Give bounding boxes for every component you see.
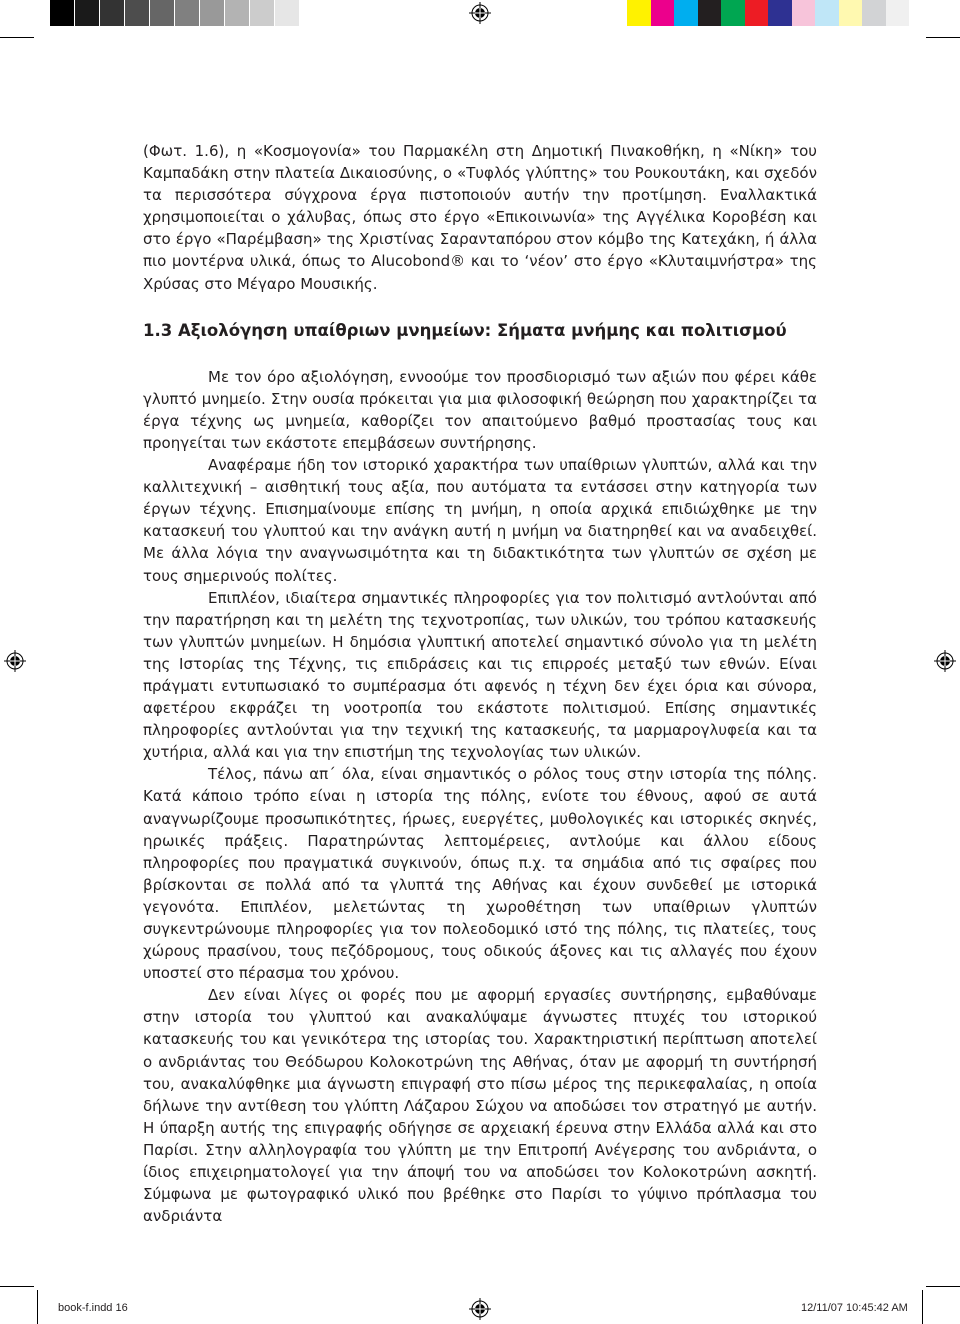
crop-mark xyxy=(0,1286,34,1287)
slug-timestamp: 12/11/07 10:45:42 AM xyxy=(801,1302,908,1314)
color-swatch xyxy=(886,0,910,26)
gray-swatch xyxy=(50,0,75,26)
registration-mark-icon xyxy=(934,650,956,672)
color-swatch xyxy=(698,0,722,26)
gray-swatch xyxy=(175,0,200,26)
crop-mark xyxy=(926,1286,960,1287)
registration-mark-icon xyxy=(469,1298,491,1320)
gray-swatch xyxy=(75,0,100,26)
color-swatch xyxy=(815,0,839,26)
gray-swatch xyxy=(250,0,275,26)
body-paragraph: Επιπλέον, ιδιαίτερα σημαντικές πληροφορίες για τον πολιτισμό αντλούνται από την παρατήρηση και τη μελέτη της τεχνοτροπίας, των υλικών, του τρόπου κατασκευής των γλυπτών μνημείων. Η δημόσια γλυπτική αποτελεί σημαντικό σύνολο για τη μελέτη της Ιστορίας της Τέχνης, τις επιδράσεις και τις επιρροές μεταξύ των εθνών. Είναι πράγματι εντυπωσιακό το συμπέρασμα ότι αφενός η τέχνη δεν έχει όρια και σύνορα, αφετέρου εκφράζει τη νοοτροπία του εκάστοτε πολιτισμού. Επίσης σημαντικές πληροφορίες αντλούνται για την τεχνική της κατασκευής, τα μαρμαρογλυφεία και τα χυτήρια, αλλά και για την επιστήμη της τεχνολογίας των υλικών. xyxy=(143,588,817,762)
color-swatch xyxy=(768,0,792,26)
crop-mark xyxy=(926,37,960,38)
color-swatch xyxy=(651,0,675,26)
registration-mark-icon xyxy=(469,2,491,24)
body-paragraph: Τέλος, πάνω απ΄ όλα, είναι σημαντικός ο ρόλος τους στην ιστορία της πόλης. Κατά κάποιο τρόπο είναι η ιστορία της πόλης, ενίοτε του έθνους, αφού σε αυτά αναγνωρίζουμε προσωπικότητες, ήρωες, ευεργέτες, μυθολογικές και ιστορικές σκηνές, ηρωικές πράξεις. Παρατηρώντας λεπτομέρειες, αντλούμε και άλλου είδους πληροφορίες που πραγματικά συγκινούν, όπως π.χ. τα σημάδια από τις σφαίρες που βρίσκονται σε πολλά από τα γλυπτά της Αθήνας και έχουν συνδεθεί με ιστορικά γεγονότα. Επιπλέον, μελετώντας τη χωροθέτηση των υπαίθριων γλυπτών συγκεντρώνουμε πληροφορίες για τον πολεοδομικό ιστό της πόλης, τις πλατείες, τους χώρους πρασίνου, τους πεζόδρομους, τους οδικούς άξονες και τις αλλαγές που έχουν υποστεί στο πέρασμα του χρόνου. xyxy=(143,765,817,983)
gray-swatch xyxy=(275,0,300,26)
slug-filename: book-f.indd 16 xyxy=(58,1302,128,1314)
page-body xyxy=(143,140,817,1227)
crop-mark xyxy=(37,1290,38,1324)
body-paragraph: (Φωτ. 1.6), η «Κοσμογονία» του Παρμακέλη στη Δημοτική Πινακοθήκη, η «Νίκη» του Καμπαδάκη στην πλατεία Δικαιοσύνης, ο «Τυφλός γλύπτης» του Ρουκουτάκη, και σχεδόν τα περισσότερα σύγχρονα έργα πιστοποιούν αυτήν την προτίμηση. Εναλλακτικά χρησιμοποιείται ο χάλυβας, όπως στο έργο «Επικοινωνία» της Αγγέλικα Κοροβέση και στο έργο «Παρέμβαση» της Χριστίνας Σαρανταπόρου στον κόμβο της Κατεχάκη, ή άλλα πιο μοντέρνα υλικά, όπως το Alucobond® και το ‘νέον’ στο έργο «Κλυταιμνήστρα» της Χρύσας στο Μέγαρο Μουσικής. xyxy=(143,142,817,293)
section-heading: 1.3 Αξιολόγηση υπαίθριων μνημείων: Σήματα μνήμης και πολιτισμού xyxy=(143,320,787,340)
color-swatch xyxy=(839,0,863,26)
gray-swatch xyxy=(150,0,175,26)
color-swatch xyxy=(674,0,698,26)
gray-swatch xyxy=(200,0,225,26)
color-swatch xyxy=(745,0,769,26)
registration-mark-icon xyxy=(4,650,26,672)
gray-swatch xyxy=(100,0,125,26)
body-paragraph: Δεν είναι λίγες οι φορές που με αφορμή εργασίες συντήρησης, εμβαθύναμε στην ιστορία του γλυπτού και ανακαλύψαμε άγνωστες πτυχές του ιστορικού κατασκευής του και γενικότερα της ιστορίας του. Χαρακτηριστική περίπτωση αποτελεί ο ανδριάντας του Θεόδωρου Κολοκοτρώνη της Αθήνας, όταν με αφορμή τη συντήρησή του, ανακαλύφθηκε μια άγνωστη επιγραφή στο πίσω μέρος της περικεφαλαίας, η οποία δήλωνε την αντίθεση του γλύπτη Λάζαρου Σώχου να αποδώσει τον στρατηγό με αυτήν. Η ύπαρξη αυτής της επιγραφής οδήγησε σε αρχειακή έρευνα στην Ελλάδα αλλά και στο Παρίσι. Στην αλληλογραφία του γλύπτη με την Επιτροπή Ανέγερσης του ανδριάντα, ο ίδιος επιχειρηματολογεί για την άποψή του να αποδώσει τον Κολοκοτρώνη ασκητή. Σύμφωνα με φωτογραφικό υλικό που βρέθηκε στο Παρίσι το γύψινο πρόπλασμα του ανδριάντα xyxy=(143,986,817,1226)
grayscale-color-bar xyxy=(50,0,300,26)
color-swatch xyxy=(721,0,745,26)
body-paragraph: Με τον όρο αξιολόγηση, εννοούμε τον προσδιορισμό των αξιών που φέρει κάθε γλυπτό μνημείο. Στην ουσία πρόκειται για μια φιλοσοφική θεώρηση που χαρακτηρίζει τα έργα τέχνης ως μνημεία, καθορίζει τον απαιτούμενο βαθμό προστασίας τους και προηγείται των εκάστοτε επεμβάσεων συντήρησης. xyxy=(143,367,817,452)
color-swatch xyxy=(627,0,651,26)
body-paragraph: Αναφέραμε ήδη τον ιστορικό χαρακτήρα των υπαίθριων γλυπτών, αλλά και την καλλιτεχνική – αισθητική τους αξία, που αυτόματα τα εντάσσει στην κατηγορία των έργων τέχνης. Επισημαίνουμε επίσης τη μνήμη, η οποία αρχικά επιδιώχθηκε με την κατασκευή του γλυπτού και την ανάγκη αυτή η μνήμη να διατηρηθεί και να αναδειχθεί. Με άλλα λόγια την αναγνωσιμότητα και τη διδακτικότητα των γλυπτών σε σχέση με τους σημερινούς πολίτες. xyxy=(143,456,817,585)
crop-mark xyxy=(0,37,34,38)
gray-swatch xyxy=(125,0,150,26)
process-color-bar xyxy=(627,0,909,26)
gray-swatch xyxy=(225,0,250,26)
crop-mark xyxy=(922,1290,923,1324)
color-swatch xyxy=(792,0,816,26)
color-swatch xyxy=(862,0,886,26)
